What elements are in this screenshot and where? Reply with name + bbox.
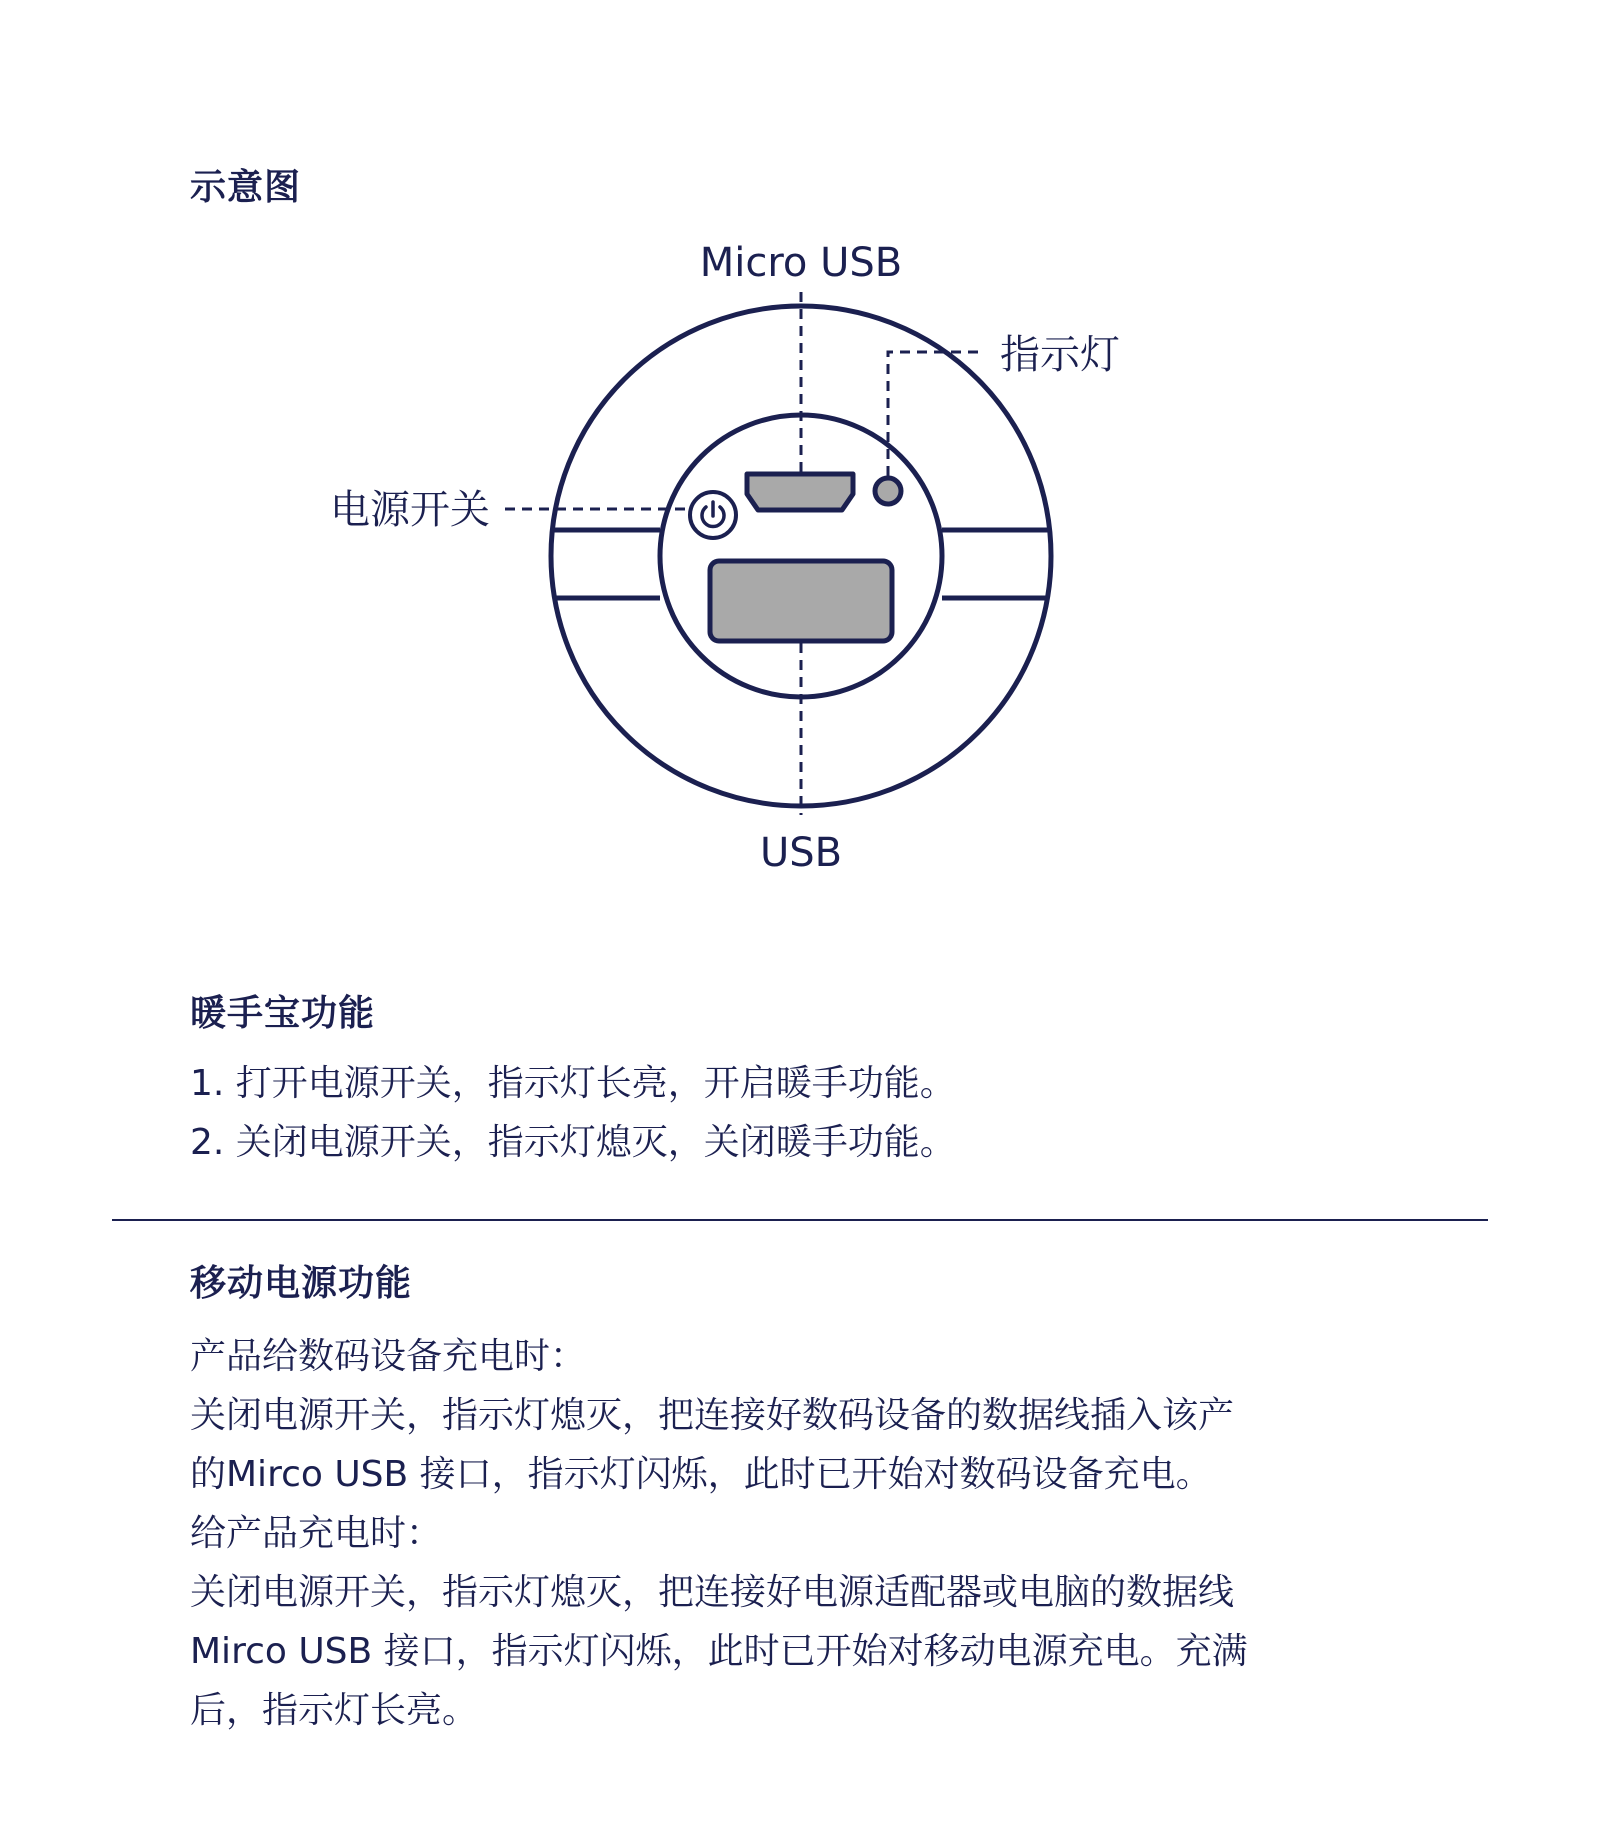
power-text-line: 关闭电源开关，指示灯熄灭，把连接好电源适配器或电脑的数据线 (190, 1572, 1235, 1613)
power-bank-heading: 移动电源功能 (190, 1263, 413, 1304)
section-divider (112, 1219, 1488, 1221)
power-text-line: 后，指示灯长亮。 (190, 1690, 479, 1731)
hand-warmer-heading: 暖手宝功能 (190, 993, 376, 1034)
power-switch-label: 电源开关 (330, 487, 490, 533)
power-text-line: 给产品充电时： (190, 1513, 443, 1554)
usb-port (710, 561, 892, 641)
device-diagram (0, 0, 1600, 900)
power-bank-instructions (190, 1327, 1370, 1740)
micro-usb-port (747, 474, 853, 510)
indicator-light (875, 478, 901, 504)
power-text-line: 的Mirco USB 接口，指示灯闪烁，此时已开始对数码设备充电。 (190, 1454, 1212, 1495)
usb-label: USB (759, 830, 843, 876)
schematic-heading: 示意图 (190, 167, 302, 208)
power-text-line: 关闭电源开关，指示灯熄灭，把连接好数码设备的数据线插入该产 (190, 1395, 1235, 1436)
hand-warmer-instructions (190, 1054, 1370, 1172)
indicator-label: 指示灯 (1000, 332, 1120, 378)
warmer-step-1: 1. 打开电源开关，指示灯长亮，开启暖手功能。 (190, 1063, 956, 1104)
device-inner-face (660, 415, 942, 697)
micro-usb-label: Micro USB (699, 240, 903, 286)
power-text-line: 产品给数码设备充电时： (190, 1336, 587, 1377)
warmer-step-2: 2. 关闭电源开关，指示灯熄灭，关闭暖手功能。 (190, 1122, 956, 1163)
power-text-line: Mirco USB 接口，指示灯闪烁，此时已开始对移动电源充电。充满 (190, 1631, 1248, 1672)
